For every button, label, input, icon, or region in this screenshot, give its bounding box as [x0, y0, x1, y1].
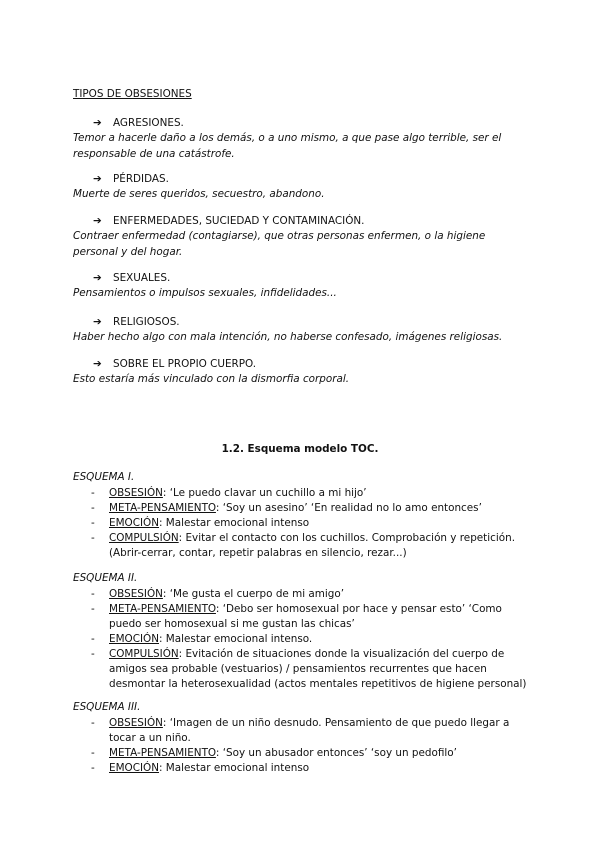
- dash-bullet: -: [91, 588, 95, 600]
- type-label: RELIGIOSOS.: [113, 316, 180, 328]
- type-description: Pensamientos o impulsos sexuales, infidelidades...: [73, 287, 337, 299]
- item-text: : Malestar emocional intenso: [158, 517, 310, 529]
- arrow-right-icon: ➔: [93, 272, 102, 284]
- item-text: : ‘Soy un abusador entonces’ ‘soy un pedofilo’: [215, 747, 457, 759]
- type-label: ENFERMEDADES, SUCIEDAD Y CONTAMINACIÓN.: [113, 215, 365, 227]
- item-label: OBSESIÓN: [109, 487, 163, 499]
- type-block-cuerpo: [73, 357, 528, 388]
- item-label: COMPULSIÓN: [109, 532, 179, 544]
- list-item: [73, 647, 533, 692]
- esquema-title: ESQUEMA III.: [73, 701, 141, 713]
- item-text: : ‘Imagen de un niño desnudo. Pensamiento de que puedo llegar a tocar a un niño.: [109, 717, 510, 744]
- dash-bullet: -: [91, 633, 95, 645]
- dash-bullet: -: [91, 487, 95, 499]
- item-text: : Evitación de situaciones donde la visualización del cuerpo de amigos sea probable (vestuarios) / pensamientos recurrentes que hacen desmontar la heterosexualidad (actos mentales repetitivos de higiene personal): [109, 648, 527, 690]
- dash-bullet: -: [91, 648, 95, 660]
- item-text: : Malestar emocional intenso: [158, 762, 310, 774]
- item-label: META-PENSAMIENTO: [109, 603, 216, 615]
- list-item: [73, 716, 533, 746]
- item-text: : ‘Me gusta el cuerpo de mi amigo’: [162, 588, 345, 600]
- arrow-right-icon: ➔: [93, 173, 102, 185]
- type-block-enfermedades: [73, 214, 528, 260]
- type-label: PÉRDIDAS.: [113, 173, 169, 185]
- esquema-2: [73, 571, 533, 692]
- item-label: OBSESIÓN: [109, 588, 163, 600]
- page-title: TIPOS DE OBSESIONES: [73, 88, 192, 100]
- esquema-1: [73, 470, 533, 561]
- dash-bullet: -: [91, 762, 95, 774]
- list-item: [73, 501, 533, 516]
- type-description: Contraer enfermedad (contagiarse), que otras personas enfermen, o la higiene personal y del hogar.: [73, 230, 486, 258]
- item-text: : ‘Soy un asesino’ ‘En realidad no lo amo entonces’: [215, 502, 482, 514]
- list-item: [73, 516, 533, 531]
- type-description: Esto estaría más vinculado con la dismorfia corporal.: [73, 373, 350, 385]
- type-label: SOBRE EL PROPIO CUERPO.: [113, 358, 257, 370]
- type-description: Muerte de seres queridos, secuestro, abandono.: [73, 188, 325, 200]
- type-label: SEXUALES.: [113, 272, 171, 284]
- type-block-religiosos: [73, 315, 528, 346]
- type-description: Temor a hacerle daño a los demás, o a uno mismo, a que pase algo terrible, ser el responsable de una catástrofe.: [73, 132, 502, 160]
- item-text: : ‘Debo ser homosexual por hace y pensar esto’ ‘Como puedo ser homosexual si me gustan las chicas’: [109, 603, 502, 630]
- item-text: : ‘Le puedo clavar un cuchillo a mi hijo’: [162, 487, 367, 499]
- arrow-right-icon: ➔: [93, 316, 102, 328]
- list-item: [73, 761, 533, 776]
- dash-bullet: -: [91, 747, 95, 759]
- item-label: COMPULSIÓN: [109, 648, 179, 660]
- item-label: EMOCIÓN: [109, 762, 159, 774]
- list-item: [73, 602, 533, 632]
- esquema-title: ESQUEMA II.: [73, 572, 138, 584]
- dash-bullet: -: [91, 517, 95, 529]
- type-block-perdidas: [73, 172, 528, 203]
- list-item: [73, 531, 533, 561]
- list-item: [73, 632, 533, 647]
- arrow-right-icon: ➔: [93, 215, 102, 227]
- item-label: OBSESIÓN: [109, 717, 163, 729]
- type-label: AGRESIONES.: [113, 117, 184, 129]
- type-block-sexuales: [73, 271, 528, 302]
- arrow-right-icon: ➔: [93, 117, 102, 129]
- dash-bullet: -: [91, 502, 95, 514]
- dash-bullet: -: [91, 603, 95, 615]
- item-label: META-PENSAMIENTO: [109, 747, 216, 759]
- item-label: EMOCIÓN: [109, 633, 159, 645]
- dash-bullet: -: [91, 717, 95, 729]
- dash-bullet: -: [91, 532, 95, 544]
- arrow-right-icon: ➔: [93, 358, 102, 370]
- item-text: : Malestar emocional intenso.: [158, 633, 313, 645]
- item-label: META-PENSAMIENTO: [109, 502, 216, 514]
- section-heading: 1.2. Esquema modelo TOC.: [221, 443, 379, 455]
- list-item: [73, 746, 533, 761]
- list-item: [73, 486, 533, 501]
- esquema-3: [73, 700, 533, 776]
- item-text: : Evitar el contacto con los cuchillos. Comprobación y repetición. (Abrir-cerrar, contar, repetir palabras en silencio, rezar...): [109, 532, 515, 559]
- list-item: [73, 587, 533, 602]
- item-label: EMOCIÓN: [109, 517, 159, 529]
- type-block-agresiones: [73, 116, 528, 162]
- esquema-title: ESQUEMA I.: [73, 471, 135, 483]
- type-description: Haber hecho algo con mala intención, no haberse confesado, imágenes religiosas.: [73, 331, 503, 343]
